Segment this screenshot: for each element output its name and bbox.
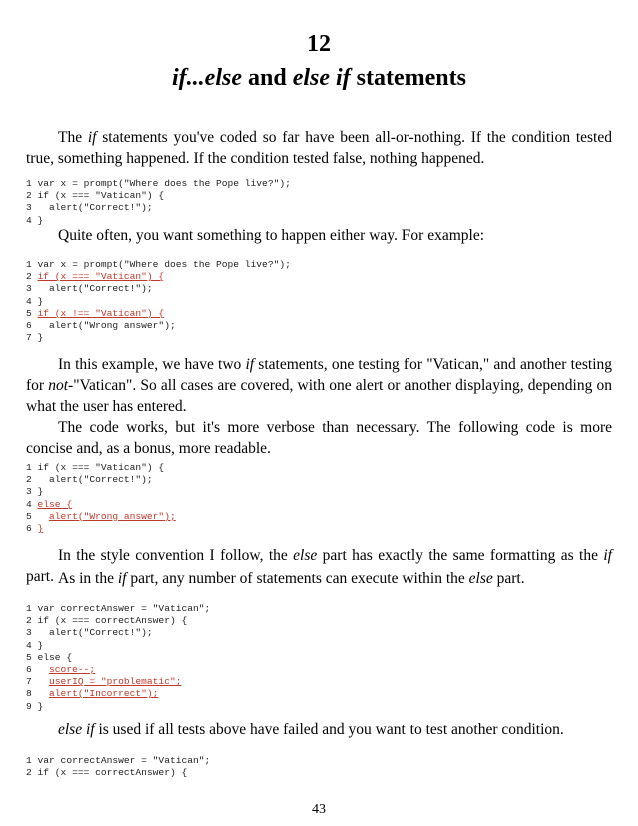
code-line-number: 5: [26, 307, 32, 319]
code-line-number: 2: [26, 767, 32, 779]
code-line: [26, 755, 210, 767]
code-line: [26, 652, 210, 664]
code-line: [26, 474, 176, 486]
code-block-2: [26, 259, 291, 344]
code-line: [26, 308, 291, 320]
code-line: [26, 486, 176, 498]
chapter-number: 12: [307, 31, 331, 57]
code-block-5: [26, 755, 210, 779]
code-line-number: 8: [26, 688, 32, 700]
code-line: [26, 202, 291, 214]
code-line: [26, 178, 291, 190]
code-line-number: 2: [26, 615, 32, 627]
code-line-text: }: [37, 214, 44, 226]
code-line: [26, 190, 291, 202]
code-line-number: 5: [26, 510, 32, 522]
code-line-text: if (x === correctAnswer) {: [37, 767, 188, 779]
code-line-number: 2: [26, 474, 32, 486]
chapter-title: if...else and else if statements: [172, 65, 466, 91]
code-line-text: var correctAnswer = "Vatican";: [37, 755, 211, 766]
code-line: [26, 462, 176, 474]
code-line: [26, 271, 291, 283]
code-line-number: 2: [26, 190, 32, 202]
code-line-text-highlighted: userIQ = "problematic";: [49, 676, 182, 688]
code-line-text-highlighted: }: [37, 523, 44, 535]
paragraph-either-way: Quite often, you want something to happen either way. For example:: [58, 227, 485, 244]
code-line-text: alert("Wrong answer");: [49, 320, 176, 332]
code-block-1: [26, 178, 291, 227]
code-line-number: 6: [26, 523, 32, 535]
code-line-number: 3: [26, 486, 32, 498]
code-block-3: [26, 462, 176, 535]
code-line-text: }: [37, 295, 44, 307]
code-line-number: 3: [26, 627, 32, 639]
code-line: [26, 627, 210, 639]
code-line: [26, 332, 291, 344]
code-line-text: var x = prompt("Where does the Pope live?");: [37, 178, 291, 189]
page-number: 43: [312, 802, 326, 817]
code-line-text-highlighted: alert("Wrong answer");: [49, 510, 176, 522]
code-line: [26, 688, 210, 700]
code-line-text-highlighted: if (x === "Vatican") {: [37, 271, 165, 283]
code-line-text-highlighted: if (x !== "Vatican") {: [37, 307, 165, 319]
code-line-text: }: [37, 700, 44, 712]
code-line-number: 1: [26, 462, 32, 473]
code-line: [26, 523, 176, 535]
code-line-text: var correctAnswer = "Vatican";: [37, 603, 211, 614]
code-line-text: else {: [37, 651, 73, 663]
code-line-text: alert("Correct!");: [49, 283, 153, 295]
code-line-number: 1: [26, 178, 32, 189]
paragraph-verbose: The code works, but it's more verbose than necessary. The following code is more concise and, as a bonus, more readable.: [26, 419, 612, 457]
paragraph-intro: The if statements you've coded so far have been all-or-nothing. If the condition tested true, something happened. If the condition tested false, nothing happened.: [26, 129, 612, 167]
code-line-number: 4: [26, 498, 32, 510]
code-line: [26, 511, 176, 523]
paragraph-else-part: As in the if part, any number of statements can execute within the else part.: [58, 570, 525, 587]
code-line: [26, 676, 210, 688]
code-line-number: 4: [26, 639, 32, 651]
code-line-number: 1: [26, 755, 32, 766]
code-line-text-highlighted: alert("Incorrect");: [49, 688, 159, 700]
code-line: [26, 283, 291, 295]
code-line-number: 5: [26, 651, 32, 663]
paragraph-style-convention: In the style convention I follow, the else part has exactly the same formatting as the if part.: [26, 547, 612, 585]
code-line-text: if (x === correctAnswer) {: [37, 615, 188, 627]
code-line: [26, 259, 291, 271]
code-line-number: 2: [26, 271, 32, 283]
code-line-text: }: [37, 639, 44, 651]
code-line-number: 1: [26, 259, 32, 270]
code-line-number: 7: [26, 332, 32, 344]
code-line-text: if (x === "Vatican") {: [37, 190, 165, 202]
code-line-text: if (x === "Vatican") {: [37, 462, 165, 473]
code-line-number: 7: [26, 676, 32, 688]
code-line: [26, 296, 291, 308]
paragraph-example-explained: In this example, we have two if statements, one testing for "Vatican," and another testing for not-"Vatican". So all cases are covered, with one alert or another displaying, depending on what the user has entered.: [26, 356, 612, 415]
code-line-number: 3: [26, 202, 32, 214]
code-line: [26, 640, 210, 652]
code-block-4: [26, 603, 210, 713]
code-line: [26, 701, 210, 713]
code-line: [26, 767, 210, 779]
code-line-text: var x = prompt("Where does the Pope live?");: [37, 259, 291, 270]
code-line: [26, 603, 210, 615]
code-line-number: 4: [26, 295, 32, 307]
code-line-number: 6: [26, 320, 32, 332]
paragraph-else-if: else if is used if all tests above have failed and you want to test another condition.: [58, 721, 564, 738]
code-line-text: alert("Correct!");: [49, 474, 153, 486]
code-line-number: 9: [26, 700, 32, 712]
code-line-number: 4: [26, 214, 32, 226]
code-line: [26, 664, 210, 676]
code-line-number: 1: [26, 603, 32, 614]
code-line: [26, 320, 291, 332]
code-line-text-highlighted: else {: [37, 498, 73, 510]
code-line-number: 6: [26, 664, 32, 676]
code-line: [26, 615, 210, 627]
code-line-number: 3: [26, 283, 32, 295]
code-line-text: }: [37, 486, 44, 498]
code-line-text-highlighted: score--;: [49, 664, 96, 676]
code-line-text: }: [37, 332, 44, 344]
code-line-text: alert("Correct!");: [49, 627, 153, 639]
code-line-text: alert("Correct!");: [49, 202, 153, 214]
code-line: [26, 499, 176, 511]
